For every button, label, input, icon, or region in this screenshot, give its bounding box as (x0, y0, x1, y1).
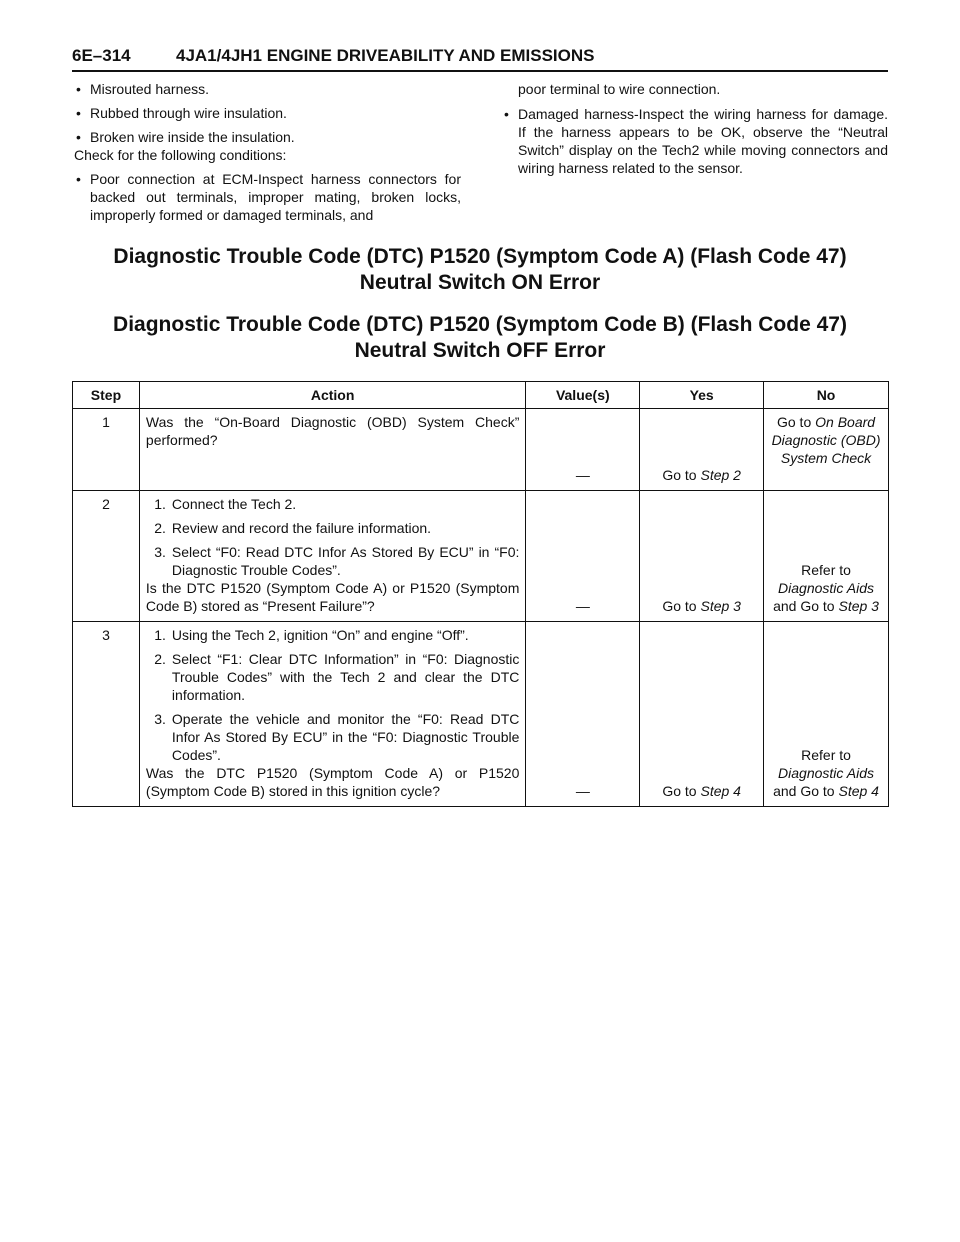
action-step-text: Using the Tech 2, ignition “On” and engine “Off”. (171, 627, 469, 643)
action-cell (139, 491, 525, 622)
header-values: Value(s) (526, 382, 640, 409)
action-step-text: Select “F0: Read DTC Infor As Stored By ECU” in “F0: Diagnostic Trouble Codes”. (171, 544, 520, 578)
action-step-text: Select “F1: Clear DTC Information” in “F0: Diagnostic Trouble Codes” with the Tech 2 and clear the DTC information. (171, 651, 520, 703)
no-cell (764, 622, 889, 807)
dtc-title-b-line2: Neutral Switch OFF Error (354, 339, 606, 362)
action-question: Was the “On-Board Diagnostic (OBD) System Check” performed? (145, 414, 520, 448)
intro-right-column (502, 80, 888, 183)
no-prefix: Refer to (801, 562, 851, 578)
bullet-item: • Rubbed through wire insulation. (74, 104, 461, 122)
table-row (73, 491, 889, 622)
action-cell (139, 622, 525, 807)
diagnostic-table (72, 381, 889, 807)
no-step-link[interactable]: Step 4 (838, 783, 879, 799)
step-number: 2 (73, 491, 140, 622)
dtc-title-a-line1: Diagnostic Trouble Code (DTC) P1520 (Symptom Code A) (Flash Code 47) (113, 245, 847, 268)
no-cell (764, 491, 889, 622)
yes-cell (640, 409, 764, 491)
no-mid: and Go to (773, 598, 839, 614)
no-mid: and Go to (773, 783, 839, 799)
no-diagnostic-aids-link[interactable]: Diagnostic Aids (778, 765, 875, 781)
dtc-title-a (72, 244, 888, 296)
table-row (73, 409, 889, 491)
dtc-title-b (72, 312, 888, 364)
no-step-link[interactable]: Step 3 (838, 598, 879, 614)
action-step-text: Review and record the failure information. (171, 520, 432, 536)
dtc-title-a-line2: Neutral Switch ON Error (359, 271, 601, 294)
yes-prefix: Go to (662, 598, 701, 614)
value-cell: — (526, 622, 640, 807)
bullet-item: • Damaged harness-Inspect the wiring harness for damage. If the harness appears to be OK, observe the “Neutral Switch” display on the Tech2 while moving connectors and wiring harness related to the sensor. (502, 105, 888, 177)
no-prefix: Refer to (801, 747, 851, 763)
yes-step-link[interactable]: Step 3 (700, 598, 741, 614)
action-cell (139, 409, 525, 491)
bullet-item: • Poor connection at ECM-Inspect harness connectors for backed out terminals, improper mating, broken locks, improperly formed or damaged terminals, and (74, 170, 461, 224)
dtc-title-b-line1: Diagnostic Trouble Code (DTC) P1520 (Symptom Code B) (Flash Code 47) (113, 313, 847, 336)
table-row (73, 622, 889, 807)
action-step: 3. Select “F0: Read DTC Infor As Stored By ECU” in “F0: Diagnostic Trouble Codes”. (154, 544, 520, 578)
yes-cell (640, 622, 764, 807)
yes-prefix: Go to (662, 467, 701, 483)
action-step-text: Operate the vehicle and monitor the “F0: Read DTC Infor As Stored By ECU” in the “F0: Diagnostic Trouble Codes”. (171, 711, 520, 763)
action-question: Is the DTC P1520 (Symptom Code A) or P1520 (Symptom Code B) stored as “Present Failure”? (145, 580, 520, 614)
page-header (72, 44, 888, 72)
value-cell: — (526, 409, 640, 491)
yes-step-link[interactable]: Step 2 (700, 467, 741, 483)
action-step-text: Connect the Tech 2. (171, 496, 297, 512)
header-action: Action (139, 382, 525, 409)
no-prefix: Go to (776, 414, 816, 430)
yes-step-link[interactable]: Step 4 (700, 783, 741, 799)
no-obd-link[interactable]: On Board Diagnostic (OBD) System Check (771, 414, 881, 466)
continued-text: poor terminal to wire connection. (518, 81, 721, 97)
check-line: Check for the following conditions: (74, 147, 287, 163)
action-step: 1. Using the Tech 2, ignition “On” and engine “Off”. (146, 626, 519, 644)
action-step: 2. Review and record the failure information. (146, 519, 519, 537)
no-diagnostic-aids-link[interactable]: Diagnostic Aids (778, 580, 875, 596)
no-cell (764, 409, 889, 491)
action-steps (146, 626, 519, 764)
header-yes: Yes (640, 382, 764, 409)
header-no: No (764, 382, 889, 409)
action-steps (146, 495, 519, 579)
action-step: 1. Connect the Tech 2. (146, 495, 519, 513)
action-step: 3. Operate the vehicle and monitor the “F0: Read DTC Infor As Stored By ECU” in the “F0: Diagnostic Trouble Codes”. (154, 711, 520, 763)
action-step: 2. Select “F1: Clear DTC Information” in “F0: Diagnostic Trouble Codes” with the Tech 2 and clear the DTC information. (154, 651, 520, 703)
bullet-item: • Broken wire inside the insulation. (74, 128, 461, 146)
page-number: 6E–314 (72, 46, 131, 65)
action-question: Was the DTC P1520 (Symptom Code A) or P1520 (Symptom Code B) stored in this ignition cycle? (145, 765, 520, 799)
yes-prefix: Go to (662, 783, 701, 799)
step-number: 3 (73, 622, 140, 807)
intro-left-column (74, 80, 461, 230)
step-number: 1 (73, 409, 140, 491)
section-title: 4JA1/4JH1 ENGINE DRIVEABILITY AND EMISSIONS (176, 46, 595, 65)
table-header-row (73, 382, 889, 409)
bullet-item: • Misrouted harness. (74, 80, 461, 98)
header-step: Step (73, 382, 140, 409)
yes-cell (640, 491, 764, 622)
value-cell: — (526, 491, 640, 622)
